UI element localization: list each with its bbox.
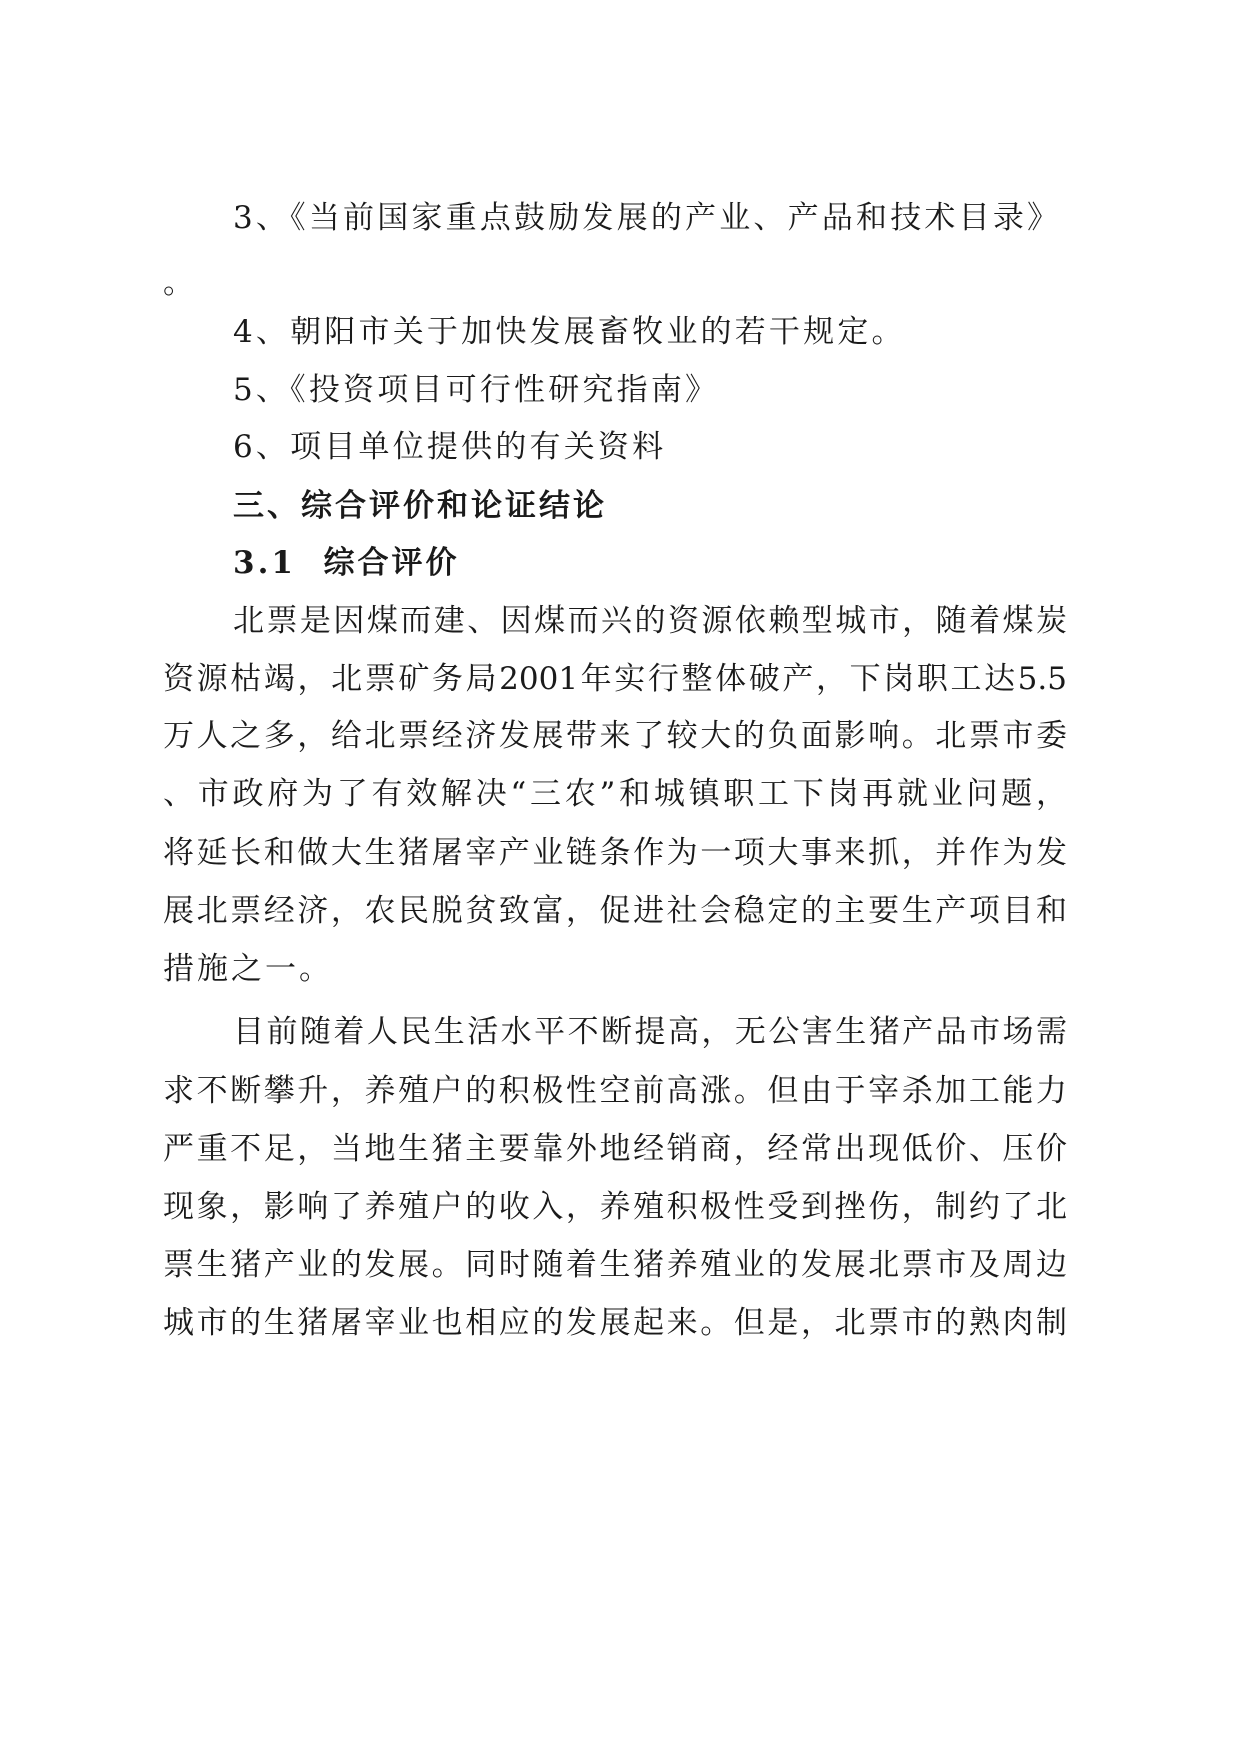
paragraph-2-line-1: 目前随着人民生活水平不断提高，无公害生猪产品市场需 [233,1014,1067,1050]
paragraph-1-line-1: 北票是因煤而建、因煤而兴的资源依赖型城市，随着煤炭 [233,603,1067,639]
reference-item-3: 3、《当前国家重点鼓励发展的产业、产品和技术目录》 [233,200,1062,236]
paragraph-2-line-4: 现象，影响了养殖户的收入，养殖积极性受到挫伤，制约了北 [163,1189,1067,1225]
section-heading: 三、综合评价和论证结论 [233,488,607,524]
paragraph-2-line-2: 求不断攀升，养殖户的积极性空前高涨。但由于宰杀加工能力 [163,1073,1067,1109]
reference-item-5: 5、《投资项目可行性研究指南》 [233,372,720,408]
reference-item-4: 4、朝阳市关于加快发展畜牧业的若干规定。 [233,314,906,350]
paragraph-2-line-6: 城市的生猪屠宰业也相应的发展起来。但是，北票市的熟肉制 [163,1305,1067,1341]
paragraph-2-line-5: 票生猪产业的发展。同时随着生猪养殖业的发展北票市及周边 [163,1247,1067,1283]
paragraph-1-line-5: 将延长和做大生猪屠宰产业链条作为一项大事来抓，并作为发 [163,835,1067,871]
subsection-heading: 3.1 综合评价 [233,545,460,581]
paragraph-1-line-3: 万人之多，给北票经济发展带来了较大的负面影响。北票市委 [163,718,1067,754]
reference-item-3-continuation: 。 [163,265,198,301]
paragraph-1-line-7: 措施之一。 [163,951,333,987]
paragraph-1-line-6: 展北票经济，农民脱贫致富，促进社会稳定的主要生产项目和 [163,893,1067,929]
reference-item-6: 6、项目单位提供的有关资料 [233,429,667,465]
paragraph-2-line-3: 严重不足，当地生猪主要靠外地经销商，经常出现低价、压价 [163,1131,1067,1167]
paragraph-1-line-2: 资源枯竭，北票矿务局2001年实行整体破产，下岗职工达5.5 [163,661,1067,697]
paragraph-1-line-4: 、市政府为了有效解决“三农”和城镇职工下岗再就业问题， [163,776,1067,812]
